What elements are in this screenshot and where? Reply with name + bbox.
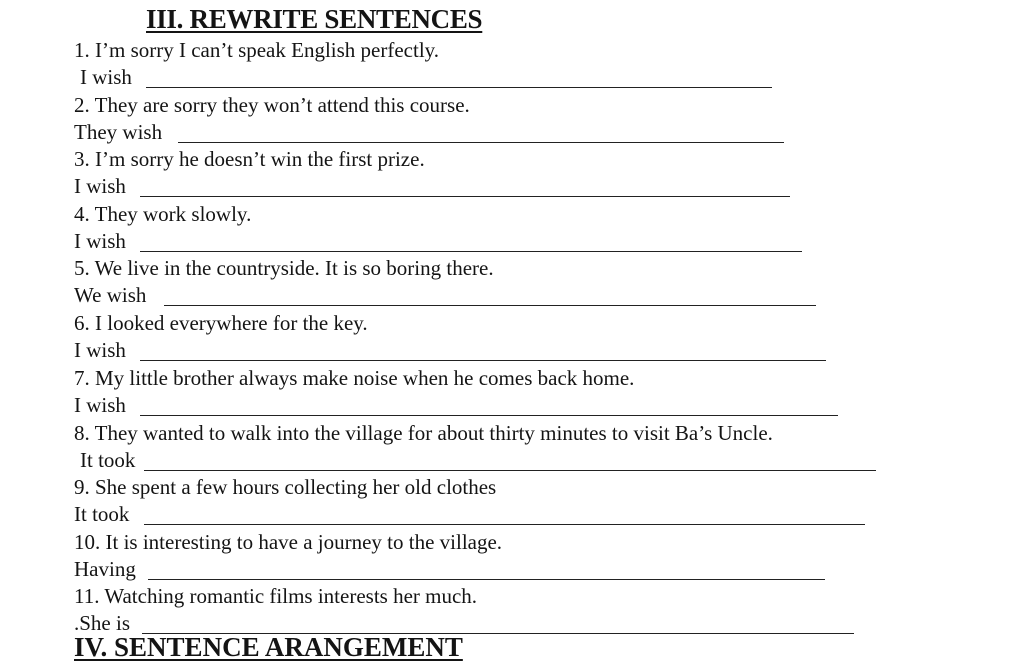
question-text: 4. They work slowly. <box>74 202 252 226</box>
question-text: 10. It is interesting to have a journey to the village. <box>74 530 503 554</box>
answer-blank[interactable] <box>148 579 825 580</box>
answer-blank[interactable] <box>146 87 772 88</box>
answer-prompt: I wish <box>74 229 126 253</box>
next-section-title: IV. SENTENCE ARANGEMENT <box>74 632 463 662</box>
question-text: 2. They are sorry they won’t attend this course. <box>74 93 470 117</box>
answer-prompt: We wish <box>74 283 147 307</box>
answer-prompt: It took <box>80 448 136 472</box>
answer-prompt: .She is <box>74 611 131 635</box>
answer-prompt: I wish <box>74 174 126 198</box>
answer-blank[interactable] <box>140 415 838 416</box>
question-text: 5. We live in the countryside. It is so boring there. <box>74 256 494 280</box>
answer-prompt: They wish <box>74 120 163 144</box>
question-text: 3. I’m sorry he doesn’t win the first prize. <box>74 147 425 171</box>
question-text: 1. I’m sorry I can’t speak English perfectly. <box>74 38 440 62</box>
answer-prompt: Having <box>74 557 136 581</box>
answer-blank[interactable] <box>140 251 802 252</box>
answer-blank[interactable] <box>140 360 826 361</box>
answer-blank[interactable] <box>140 196 790 197</box>
question-text: 11. Watching romantic films interests her much. <box>74 584 478 608</box>
answer-prompt: I wish <box>74 393 126 417</box>
section-title: III. REWRITE SENTENCES <box>146 4 483 34</box>
answer-blank[interactable] <box>164 305 816 306</box>
question-text: 7. My little brother always make noise when he comes back home. <box>74 366 635 390</box>
question-text: 9. She spent a few hours collecting her old clothes <box>74 475 497 499</box>
answer-blank[interactable] <box>144 470 876 471</box>
answer-blank[interactable] <box>178 142 784 143</box>
answer-prompt: I wish <box>80 65 132 89</box>
answer-prompt: I wish <box>74 338 126 362</box>
answer-prompt: It took <box>74 502 130 526</box>
question-text: 6. I looked everywhere for the key. <box>74 311 368 335</box>
question-text: 8. They wanted to walk into the village for about thirty minutes to visit Ba’s Uncle. <box>74 421 773 445</box>
answer-blank[interactable] <box>144 524 865 525</box>
